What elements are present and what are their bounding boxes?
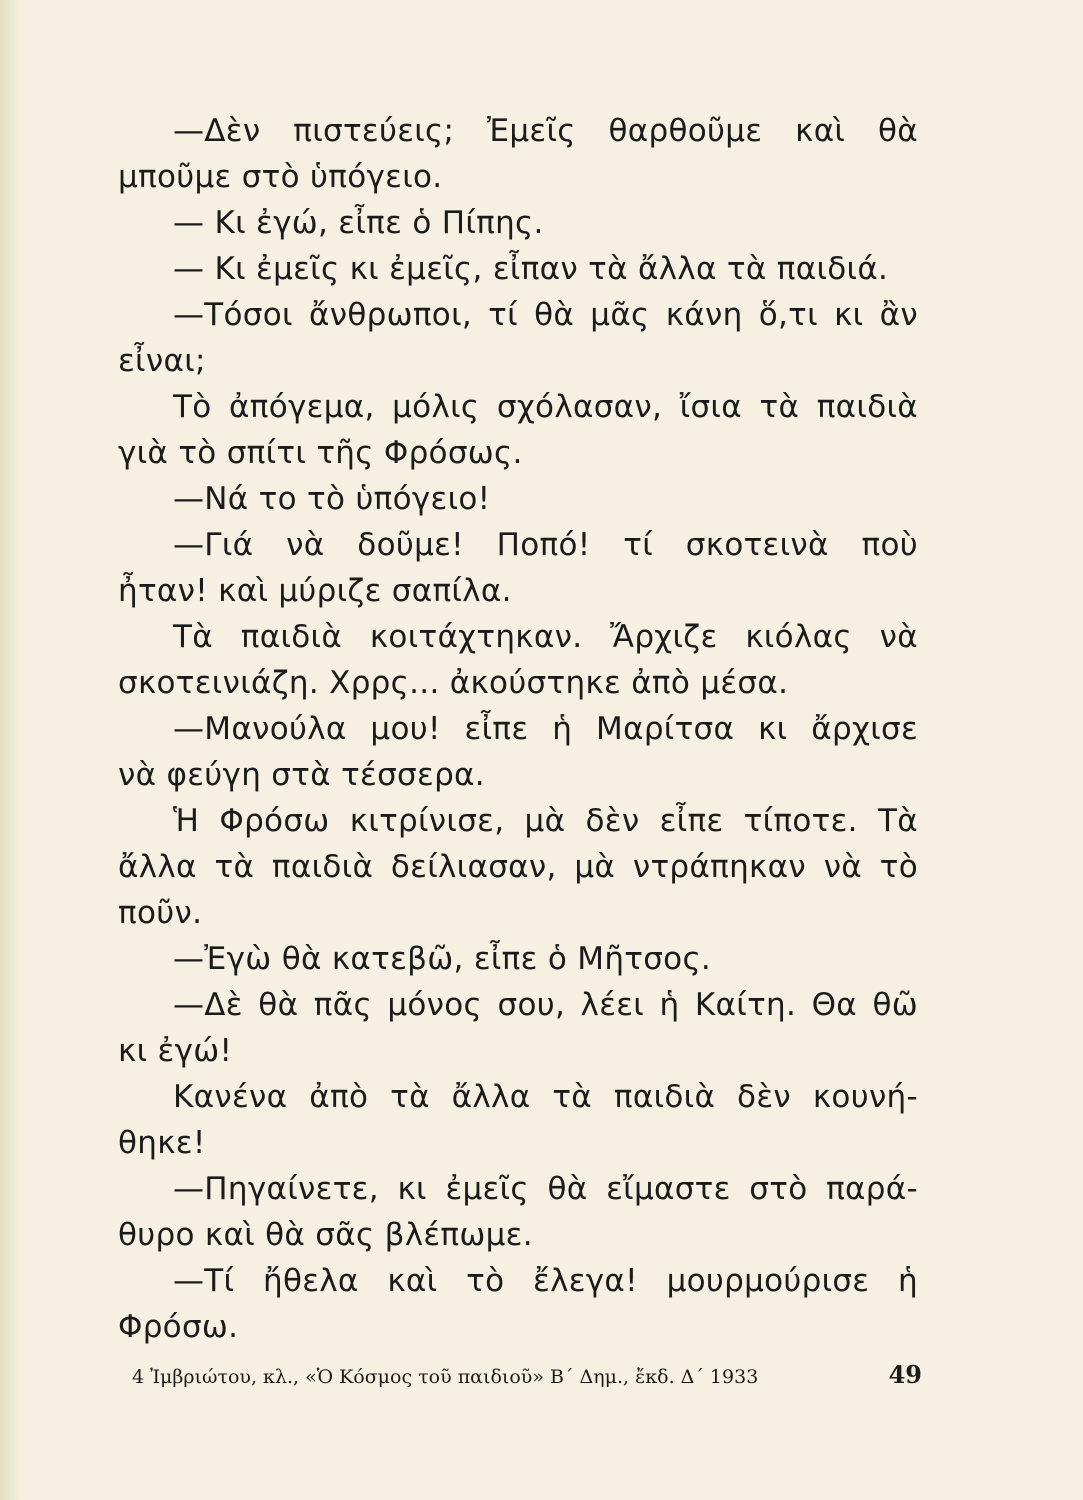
text-line: θηκε!: [118, 1125, 206, 1161]
text-line: —Μανούλα μου! εἶπε ἡ Μαρίτσα κι ἄρχισε: [173, 711, 918, 747]
text-line: —Τί ἤθελα καὶ τὸ ἔλεγα! μουρμούρισε ἡ: [173, 1263, 918, 1299]
text-line: Ἡ Φρόσω κιτρίνισε, μὰ δὲν εἶπε τίποτε. Τὰ: [173, 803, 918, 839]
text-line: γιὰ τὸ σπίτι τῆς Φρόσως.: [118, 435, 523, 471]
text-line: ποῦν.: [118, 895, 203, 931]
text-line: θυρο καὶ θὰ σᾶς βλέπωμε.: [118, 1217, 533, 1253]
text-line: —Νά το τὸ ὑπόγειο!: [173, 481, 491, 517]
text-line: ἦταν! καὶ μύριζε σαπίλα.: [118, 573, 512, 609]
text-line: μποῦμε στὸ ὑπόγειο.: [118, 159, 443, 195]
text-line: —Ἐγὼ θὰ κατεβῶ, εἶπε ὁ Μῆτσος.: [173, 941, 712, 977]
text-line: — Κι ἐμεῖς κι ἐμεῖς, εἶπαν τὰ ἄλλα τὰ παιδιά.: [173, 251, 889, 287]
text-line: σκοτεινιάζη. Χρρς... ἀκούστηκε ἀπὸ μέσα.: [118, 665, 789, 701]
page-text: [118, 108, 918, 1350]
text-line: ἄλλα τὰ παιδιὰ δείλιασαν, μὰ ντράπηκαν νὰ τὸ: [118, 849, 918, 885]
text-line: —Τόσοι ἄνθρωποι, τί θὰ μᾶς κάνη ὅ,τι κι ἂν: [173, 297, 918, 333]
text-line: Τὰ παιδιὰ κοιτάχτηκαν. Ἄρχιζε κιόλας νὰ: [173, 619, 918, 655]
text-line: εἶναι;: [118, 343, 206, 379]
text-line: —Δὲ θὰ πᾶς μόνος σου, λέει ἡ Καίτη. Θα θῶ: [173, 987, 918, 1023]
text-line: Τὸ ἀπόγεμα, μόλις σχόλασαν, ἴσια τὰ παιδιὰ: [173, 389, 918, 425]
text-line: νὰ φεύγη στὰ τέσσερα.: [118, 757, 485, 793]
page-number: 49: [888, 1360, 922, 1389]
text-line: Φρόσω.: [118, 1309, 239, 1345]
text-line: —Δὲν πιστεύεις; Ἐμεῖς θαρθοῦμε καὶ θὰ: [173, 113, 918, 149]
text-line: — Κι ἐγώ, εἶπε ὁ Πίπης.: [173, 205, 544, 241]
text-line: Κανένα ἀπὸ τὰ ἄλλα τὰ παιδιὰ δὲν κουνή-: [173, 1079, 918, 1115]
text-line: —Πηγαίνετε, κι ἐμεῖς θὰ εἴμαστε στὸ παρά-: [173, 1171, 918, 1207]
text-line: —Γιά νὰ δοῦμε! Ποπό! τί σκοτεινὰ ποὺ: [173, 527, 918, 563]
page-edge: [0, 0, 22, 1500]
page-footer: [132, 1362, 922, 1390]
text-line: κι ἐγώ!: [118, 1033, 233, 1069]
footer-signature: 4 Ἰμβριώτου, κλ., «Ὁ Κόσμος τοῦ παιδιοῦ» Β΄ Δημ., ἔκδ. Δ΄ 1933: [132, 1366, 759, 1388]
